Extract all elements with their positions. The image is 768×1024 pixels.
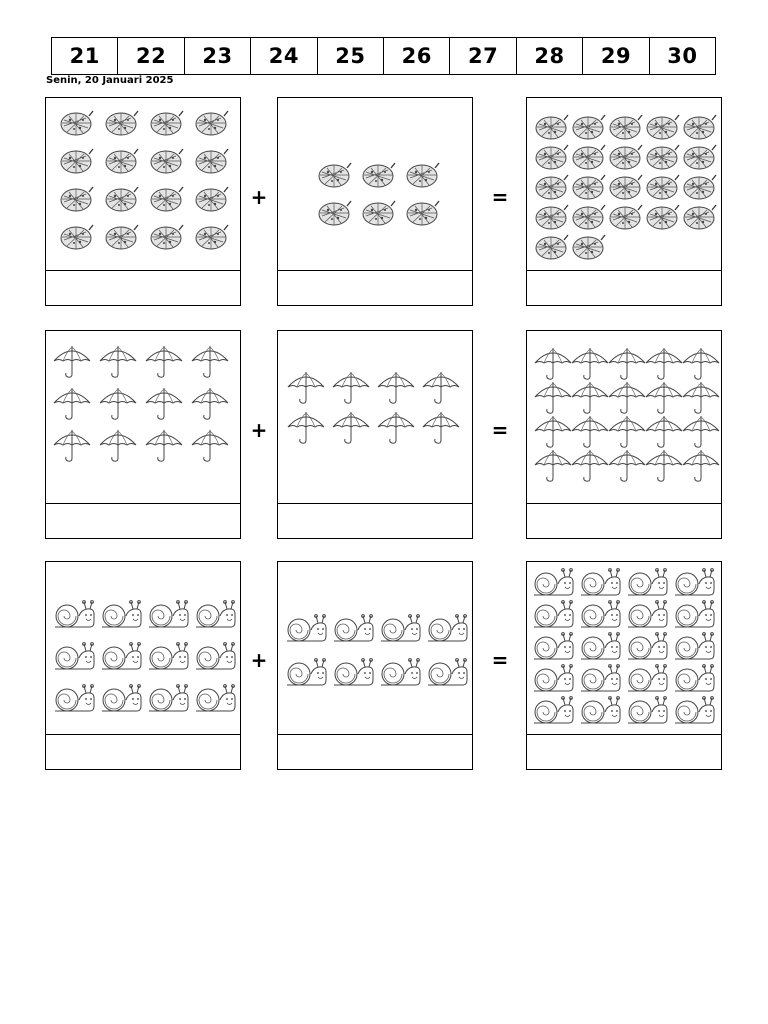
snail-group xyxy=(527,562,721,734)
snail-icon xyxy=(531,632,575,664)
snail-icon xyxy=(531,568,575,600)
snail-icon xyxy=(578,664,622,696)
row1-left-answer[interactable] xyxy=(46,271,240,305)
equals-sign: = xyxy=(491,185,509,209)
plus-sign: + xyxy=(250,648,268,672)
row3-right-picture xyxy=(527,562,721,735)
umbrella-icon xyxy=(190,427,230,463)
umbrella-icon xyxy=(98,427,138,463)
umbrella-icon xyxy=(421,409,461,445)
umbrella-icon xyxy=(144,427,184,463)
number-cell: 26 xyxy=(384,38,450,74)
row2-left-box xyxy=(45,330,241,539)
row1-right-answer[interactable] xyxy=(527,271,721,305)
durian-icon xyxy=(58,146,96,176)
number-cell: 30 xyxy=(667,44,698,68)
umbrella-icon xyxy=(52,343,92,379)
umbrella-icon xyxy=(681,447,721,483)
snail-icon xyxy=(99,600,143,632)
umbrella-icon xyxy=(190,343,230,379)
row2-middle-picture xyxy=(278,331,472,504)
umbrella-icon xyxy=(98,385,138,421)
durian-icon xyxy=(103,108,141,138)
snail-icon xyxy=(99,642,143,674)
row2-right-answer[interactable] xyxy=(527,504,721,538)
durian-group xyxy=(46,98,240,270)
durian-icon xyxy=(607,142,645,172)
umbrella-icon xyxy=(570,413,610,449)
durian-icon xyxy=(681,142,719,172)
umbrella-icon xyxy=(570,379,610,415)
umbrella-group xyxy=(278,331,472,503)
durian-icon xyxy=(681,172,719,202)
durian-icon xyxy=(193,146,231,176)
row3-middle-answer[interactable] xyxy=(278,735,472,769)
umbrella-icon xyxy=(607,379,647,415)
durian-icon xyxy=(193,184,231,214)
durian-icon xyxy=(404,198,442,228)
snail-icon xyxy=(531,600,575,632)
durian-icon xyxy=(607,202,645,232)
row2-left-answer[interactable] xyxy=(46,504,240,538)
row3-middle-box xyxy=(277,561,473,770)
umbrella-icon xyxy=(607,413,647,449)
umbrella-icon xyxy=(681,345,721,381)
snail-icon xyxy=(378,658,422,690)
umbrella-icon xyxy=(52,385,92,421)
number-cell: 22 xyxy=(118,38,184,74)
umbrella-icon xyxy=(190,385,230,421)
row1-middle-answer[interactable] xyxy=(278,271,472,305)
durian-icon xyxy=(533,112,571,142)
umbrella-icon xyxy=(331,369,371,405)
umbrella-icon xyxy=(644,447,684,483)
durian-icon xyxy=(193,222,231,252)
umbrella-icon xyxy=(533,447,573,483)
durian-icon xyxy=(316,160,354,190)
snail-icon xyxy=(146,642,190,674)
number-cell: 27 xyxy=(450,38,516,74)
snail-icon xyxy=(625,632,669,664)
snail-icon xyxy=(284,614,328,646)
snail-icon xyxy=(672,696,716,728)
snail-icon xyxy=(578,696,622,728)
umbrella-group xyxy=(46,331,240,503)
snail-icon xyxy=(672,632,716,664)
snail-icon xyxy=(578,568,622,600)
plus-sign: + xyxy=(250,185,268,209)
umbrella-icon xyxy=(570,345,610,381)
umbrella-icon xyxy=(681,413,721,449)
durian-icon xyxy=(644,142,682,172)
umbrella-icon xyxy=(607,345,647,381)
umbrella-icon xyxy=(644,345,684,381)
durian-icon xyxy=(148,184,186,214)
snail-icon xyxy=(52,684,96,716)
row3-right-answer[interactable] xyxy=(527,735,721,769)
row1-left-box xyxy=(45,97,241,306)
durian-icon xyxy=(148,222,186,252)
snail-icon xyxy=(625,664,669,696)
number-cell: 23 xyxy=(185,38,251,74)
number-cell: 21 xyxy=(52,38,118,74)
durian-icon xyxy=(360,198,398,228)
durian-icon xyxy=(570,202,608,232)
durian-icon xyxy=(644,112,682,142)
row2-right-box xyxy=(526,330,722,539)
umbrella-icon xyxy=(286,409,326,445)
snail-icon xyxy=(625,600,669,632)
snail-icon xyxy=(578,600,622,632)
umbrella-icon xyxy=(376,369,416,405)
umbrella-icon xyxy=(52,427,92,463)
durian-icon xyxy=(644,202,682,232)
row3-left-box xyxy=(45,561,241,770)
durian-icon xyxy=(103,222,141,252)
umbrella-group xyxy=(527,331,721,503)
snail-icon xyxy=(284,658,328,690)
durian-icon xyxy=(570,172,608,202)
snail-icon xyxy=(331,614,375,646)
umbrella-icon xyxy=(533,379,573,415)
snail-icon xyxy=(672,568,716,600)
umbrella-icon xyxy=(533,413,573,449)
row3-right-box xyxy=(526,561,722,770)
umbrella-icon xyxy=(286,369,326,405)
row3-middle-picture xyxy=(278,562,472,735)
umbrella-icon xyxy=(644,413,684,449)
plus-sign: + xyxy=(250,418,268,442)
snail-icon xyxy=(146,600,190,632)
durian-icon xyxy=(103,146,141,176)
durian-icon xyxy=(681,112,719,142)
umbrella-icon xyxy=(144,385,184,421)
snail-icon xyxy=(52,642,96,674)
row1-middle-picture xyxy=(278,98,472,271)
durian-icon xyxy=(533,232,571,262)
number-cell: 25 xyxy=(318,38,384,74)
durian-icon xyxy=(533,142,571,172)
snail-icon xyxy=(146,684,190,716)
row2-left-picture xyxy=(46,331,240,504)
durian-icon xyxy=(148,146,186,176)
snail-icon xyxy=(378,614,422,646)
umbrella-icon xyxy=(681,379,721,415)
durian-icon xyxy=(681,202,719,232)
snail-icon xyxy=(52,600,96,632)
snail-group xyxy=(46,562,240,734)
number-line xyxy=(51,37,716,75)
row2-right-picture xyxy=(527,331,721,504)
durian-icon xyxy=(533,172,571,202)
snail-group xyxy=(278,562,472,734)
snail-icon xyxy=(672,600,716,632)
durian-group xyxy=(278,98,472,270)
row3-left-answer[interactable] xyxy=(46,735,240,769)
durian-icon xyxy=(58,222,96,252)
row1-right-picture xyxy=(527,98,721,271)
equals-sign: = xyxy=(491,418,509,442)
durian-icon xyxy=(607,112,645,142)
durian-icon xyxy=(148,108,186,138)
snail-icon xyxy=(578,632,622,664)
snail-icon xyxy=(193,684,237,716)
row2-middle-answer[interactable] xyxy=(278,504,472,538)
durian-icon xyxy=(644,172,682,202)
snail-icon xyxy=(193,642,237,674)
snail-icon xyxy=(331,658,375,690)
durian-icon xyxy=(570,232,608,262)
durian-group xyxy=(527,98,721,270)
durian-icon xyxy=(570,112,608,142)
worksheet-date: Senin, 20 Januari 2025 xyxy=(46,75,174,86)
row1-middle-box xyxy=(277,97,473,306)
umbrella-icon xyxy=(570,447,610,483)
durian-icon xyxy=(570,142,608,172)
durian-icon xyxy=(404,160,442,190)
number-cell: 28 xyxy=(517,38,583,74)
snail-icon xyxy=(531,696,575,728)
number-cell: 24 xyxy=(251,38,317,74)
umbrella-icon xyxy=(644,379,684,415)
snail-icon xyxy=(531,664,575,696)
durian-icon xyxy=(58,108,96,138)
snail-icon xyxy=(672,664,716,696)
row2-middle-box xyxy=(277,330,473,539)
snail-icon xyxy=(425,658,469,690)
umbrella-icon xyxy=(98,343,138,379)
snail-icon xyxy=(425,614,469,646)
durian-icon xyxy=(360,160,398,190)
row1-left-picture xyxy=(46,98,240,271)
snail-icon xyxy=(625,568,669,600)
umbrella-icon xyxy=(331,409,371,445)
durian-icon xyxy=(607,172,645,202)
durian-icon xyxy=(58,184,96,214)
umbrella-icon xyxy=(533,345,573,381)
row3-left-picture xyxy=(46,562,240,735)
umbrella-icon xyxy=(144,343,184,379)
snail-icon xyxy=(193,600,237,632)
umbrella-icon xyxy=(376,409,416,445)
umbrella-icon xyxy=(607,447,647,483)
equals-sign: = xyxy=(491,648,509,672)
umbrella-icon xyxy=(421,369,461,405)
number-cell: 29 xyxy=(583,38,649,74)
row1-right-box xyxy=(526,97,722,306)
snail-icon xyxy=(625,696,669,728)
durian-icon xyxy=(103,184,141,214)
snail-icon xyxy=(99,684,143,716)
durian-icon xyxy=(193,108,231,138)
durian-icon xyxy=(533,202,571,232)
durian-icon xyxy=(316,198,354,228)
